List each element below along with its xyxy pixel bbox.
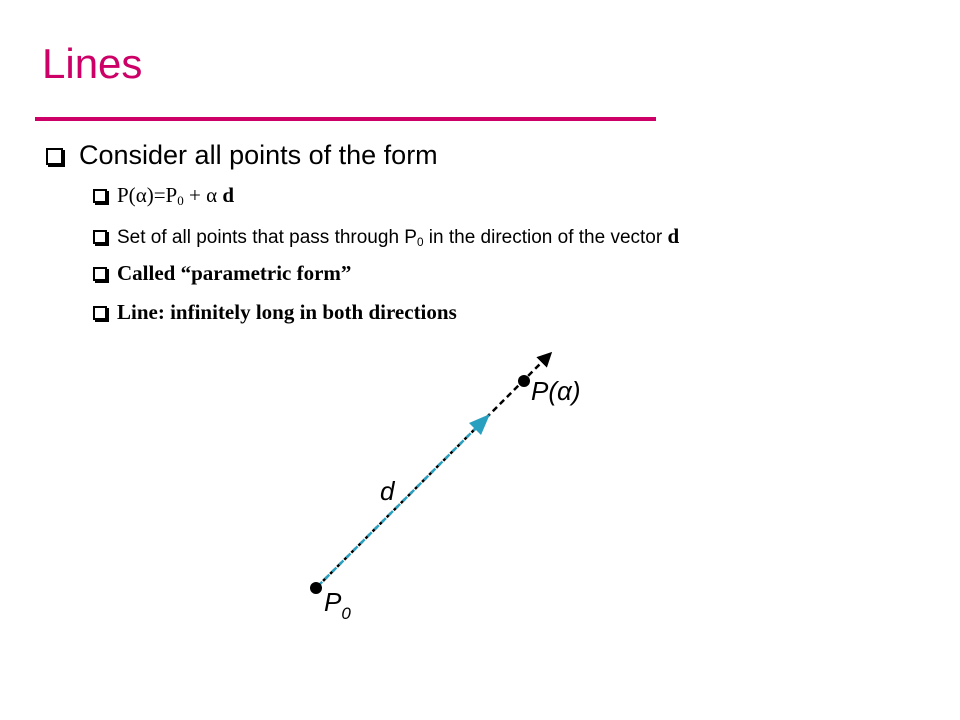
bullet-text: Line: infinitely long in both directions	[117, 300, 457, 324]
slide-title: Lines	[42, 40, 143, 87]
bullet-text: Called “parametric form”	[117, 261, 352, 285]
label-p-alpha-open: P(	[531, 376, 557, 406]
label-d: d	[380, 476, 395, 506]
point-p0	[310, 582, 322, 594]
formula-mid: )=P	[146, 183, 178, 207]
label-p0-letter: P	[324, 587, 342, 617]
label-p-alpha-close: )	[571, 376, 581, 406]
formula-plus: +	[183, 183, 207, 207]
label-p0	[324, 587, 351, 623]
set-vector: d	[667, 224, 680, 248]
point-p-alpha	[518, 375, 530, 387]
label-p0-subscript: 0	[341, 604, 351, 623]
formula-prefix: P(	[117, 183, 136, 207]
set-text-b: in the direction of the vector	[423, 227, 668, 248]
label-p-alpha-symbol: α	[557, 376, 572, 406]
formula-vector: d	[217, 183, 235, 207]
set-text-a: Set of all points that pass through P	[117, 227, 417, 248]
formula-alpha: α	[206, 183, 218, 207]
formula-alpha: α	[135, 183, 147, 207]
formula-subscript: 0	[177, 193, 184, 208]
label-p-alpha	[531, 376, 581, 406]
vector-d	[318, 426, 478, 586]
bullet-text: Consider all points of the form	[79, 140, 438, 170]
set-subscript: 0	[416, 236, 424, 249]
